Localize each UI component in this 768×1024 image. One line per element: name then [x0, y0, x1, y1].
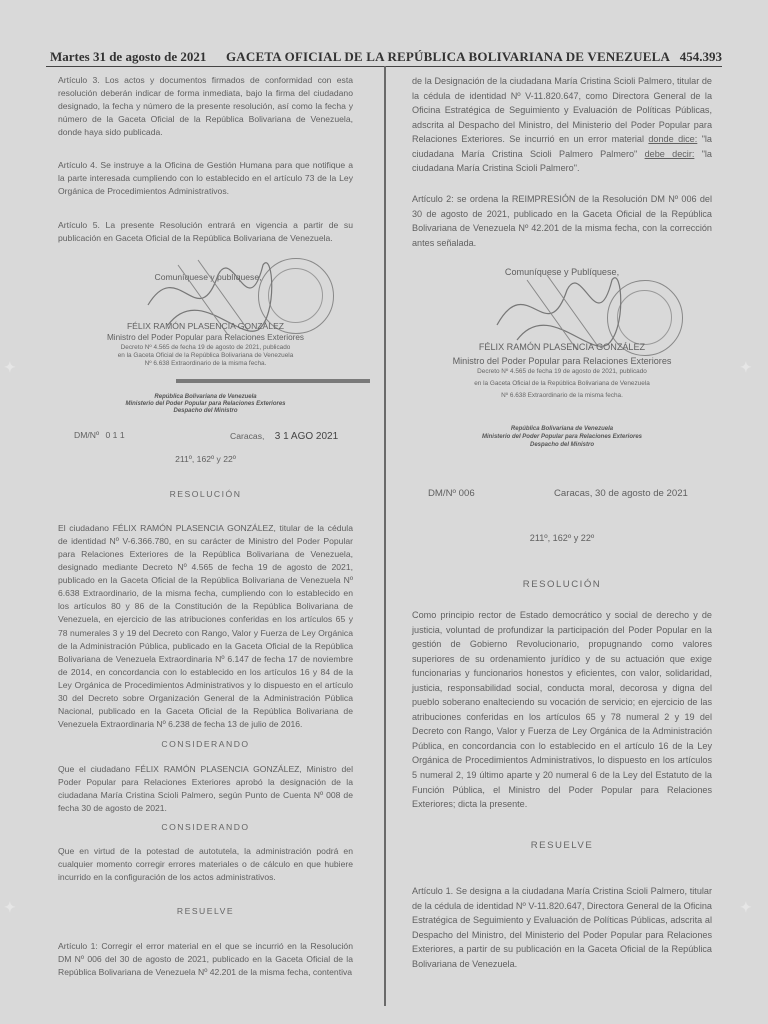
considerando-text-2: Que en virtud de la potestad de autotutela, la administración podrá en cualquier momento corregir errores materiales o de cálculo en que hubiere incurrido en la configuración de los actos administrativos.	[58, 846, 353, 883]
watermark: ✦	[4, 361, 16, 376]
incorrect-text: "la ciudadana María Cristina Scioli Palmero Palmero"	[412, 134, 712, 159]
signer-role: Ministro del Poder Popular para Relaciones Exteriores	[452, 356, 672, 366]
decree-line-3: Nº 6.638 Extraordinario de la misma fecha.	[144, 360, 267, 367]
article-2-reprint: Artículo 2: se ordena la REIMPRESIÓN de la Resolución DM Nº 006 del 30 de agosto de 2021, publicado en la Gaceta Oficial de la República Bolivariana de Venezuela Nº 42.201 de la misma fecha, con la corrección antes señalada.	[412, 194, 712, 248]
ministry-line: Ministerio del Poder Popular para Relaciones Exteriores	[125, 401, 286, 407]
years-line: 211º, 162º y 22º	[175, 454, 236, 464]
ministry-line: Ministerio del Poder Popular para Relaciones Exteriores	[481, 434, 643, 440]
article-5: Artículo 5. La presente Resolución entrará en vigencia a partir de su publicación en Gaceta Oficial de la República Bolivariana de Venezuela.	[58, 220, 353, 244]
signer-role: Ministro del Poder Popular para Relaciones Exteriores	[106, 333, 305, 342]
article-3: Artículo 3. Los actos y documentos firmados de conformidad con esta resolución deberán indicar de forma inmediata, bajo la firma del ciudadano designado, la fecha y número de la presente resolución, así como la fecha y número de la Gaceta Oficial de la República Bolivariana de Venezuela, donde haya sido publicada.	[58, 75, 353, 138]
caracas-date	[230, 429, 338, 444]
decree-line-1: Decreto Nº 4.565 de fecha 19 de agosto de 2021, publicado	[477, 368, 647, 375]
header-title: GACETA OFICIAL DE LA REPÚBLICA BOLIVARIANA DE VENEZUELA	[226, 49, 671, 64]
designation-text: de la Designación de la ciudadana María Cristina Scioli Palmero, titular de la cédula de identidad Nº V-11.820.647, como Directora General de la Oficina Estratégica de Seguimiento y Evaluación de Políticas Públicas, adscrita al Despacho del Ministro, del Ministerio del Poder Popular para Relaciones Exteriores. Se incurrió en un error material	[412, 76, 712, 145]
dm-number: DM/Nº 006	[428, 488, 475, 499]
resolution-body: Como principio rector de Estado democrático y social de derecho y de justicia, voluntad de profundizar la participación del Poder Popular en la gestión de Gobierno Revolucionario, propugnando como valores superiores de su ordenamiento jurídico y de su actuación que exige funcionarias y funcionarios honestos y eficientes, con valor, solidaridad, justicia, responsabilidad social, conducta moral, decorosa y digna del pueblo soberano enalteciendo su vocación de servicio; en ejercicio de las atribuciones conferidas en los artículos 65 y 78 numeral 2 y 19 del Decreto con Rango, Valor y Fuerza de Ley Orgánica de la Administración Pública, en concordancia con lo establecido en el artículo 16 de la Ley Orgánica de Procedimientos Administrativos, lo dispuesto en los artículos 5 numeral 2, 19 último aparte y 20 numeral 6 de la Ley del Estatuto de la Función Pública, el Ministro del Poder Popular para Relaciones Exteriores; dicta la presente.	[412, 610, 712, 810]
article-1-correction: Artículo 1: Corregir el error material en el que se incurrió en la Resolución DM Nº 006 del 30 de agosto de 2021, publicado en la Gaceta Oficial de la República Bolivariana de Venezuela Nº 42.201 de la misma fecha, contentiva	[58, 941, 353, 978]
republic-line: República Bolivariana de Venezuela	[154, 394, 257, 400]
dm-value: 0 1 1	[105, 430, 125, 440]
gazette-header	[46, 48, 722, 67]
article-4: Artículo 4. Se instruye a la Oficina de Gestión Humana para que notifique a la parte interesada cumpliendo con lo establecido en el artículo 73 de la Ley Orgánica de Procedimientos Administrativos.	[58, 160, 353, 197]
date-stamp: 3 1 AGO 2021	[274, 431, 339, 442]
header-page-number: 454.393	[679, 49, 722, 64]
resolucion-heading: RESOLUCIÓN	[169, 489, 242, 499]
resolution-body: El ciudadano FÉLIX RAMÓN PLASENCIA GONZÁLEZ, titular de la cédula de identidad Nº V-6.366.780, en su carácter de Ministro del Poder Popular para Relaciones Exteriores de la República Bolivariana de Venezuela, designado mediante Decreto Nº 4.565 de fecha 19 de agosto de 2021, publicado en la Gaceta Oficial de la República Bolivariana de Venezuela Nº 6.638 Extraordinario, de la misma fecha, cumpliendo con lo establecido en los artículos 80 y 86 de la Constitución de la República Bolivariana de Venezuela, en ejercicio de las atribuciones conferidas en los artículos 65 y 78 numerales 3 y 19 del Decreto con Rango, Valor y Fuerza de Ley Orgánica de la Administración Pública, publicado en la Gaceta Oficial de la República Bolivariana de Venezuela Extraordinaria Nº 6.147 de fecha 17 de noviembre de 2014, en concordancia con lo establecido en los artículos 16 y 84 de la Ley Orgánica de Procedimientos Administrativos y lo dispuesto en el artículo 30 del Decreto sobre Organización General de la Administración Pública Nacional, publicado en la Gaceta Oficial de la República Bolivariana de Venezuela Extraordinaria Nº 6.238 de fecha 13 de julio de 2016.	[58, 523, 353, 729]
signer-name: FÉLIX RAMÓN PLASENCIA GONZÁLEZ	[126, 321, 285, 331]
dm-number	[74, 429, 125, 442]
comuniquese: Comuníquese y Publíquese,	[504, 267, 620, 277]
decree-line-2: en la Gaceta Oficial de la República Bolivariana de Venezuela	[474, 380, 650, 387]
comuniquese: Comuníquese y publíquese,	[154, 272, 262, 282]
office-line: Despacho del Ministro	[529, 442, 594, 448]
decree-line-1: Decreto Nº 4.565 de fecha 19 de agosto de 2021, publicado	[120, 344, 291, 351]
caracas-date: Caracas, 30 de agosto de 2021	[554, 488, 688, 499]
dm-label: DM/Nº	[74, 430, 100, 440]
republic-line: República Bolivariana de Venezuela	[510, 426, 614, 432]
resuelve-heading: RESUELVE	[530, 840, 594, 851]
column-divider	[384, 66, 386, 1006]
correct-text: "la ciudadana María Cristina Scioli Palmero".	[412, 148, 712, 174]
watermark: ✦	[740, 901, 752, 916]
watermark: ✦	[4, 901, 16, 916]
debe-decir: debe decir:	[644, 148, 695, 159]
separator-bar	[176, 379, 370, 383]
decree-line-2: en la Gaceta Oficial de la República Bolivariana de Venezuela	[117, 352, 294, 359]
considerando-heading-2: CONSIDERANDO	[161, 822, 250, 832]
designation-paragraph	[412, 74, 712, 176]
resolucion-heading: RESOLUCIÓN	[522, 579, 602, 590]
donde-dice: donde dice:	[648, 134, 698, 145]
considerando-heading-1: CONSIDERANDO	[161, 739, 250, 749]
watermark: ✦	[740, 361, 752, 376]
decree-line-3: Nº 6.638 Extraordinario de la misma fecha.	[501, 392, 623, 399]
header-date: Martes 31 de agosto de 2021	[50, 49, 207, 64]
article-1-designation: Artículo 1. Se designa a la ciudadana María Cristina Scioli Palmero, titular de la cédula de identidad Nº V-11.820.647, Directora General de la Oficina Estratégica de Seguimiento y Evaluación de Políticas Públicas, adscrita al Despacho del Ministro, del Ministerio del Poder Popular para Relaciones Exteriores, a partir de su publicación en la Gaceta Oficial de la República Bolivariana de Venezuela.	[412, 886, 712, 969]
resuelve-heading: RESUELVE	[176, 906, 235, 916]
years-line: 211º, 162º y 22º	[529, 533, 595, 543]
considerando-text-1: Que el ciudadano FÉLIX RAMÓN PLASENCIA GONZÁLEZ, Ministro del Poder Popular para Relaciones Exteriores aprobó la designación de la ciudadana María Cristina Scioli Palmero, según Punto de Cuenta Nº 008 de fecha 30 de agosto de 2021.	[58, 764, 353, 814]
office-line: Despacho del Ministro	[173, 408, 238, 414]
signer-name: FÉLIX RAMÓN PLASENCIA GONZÁLEZ	[478, 342, 646, 352]
caracas-label: Caracas,	[230, 431, 265, 441]
